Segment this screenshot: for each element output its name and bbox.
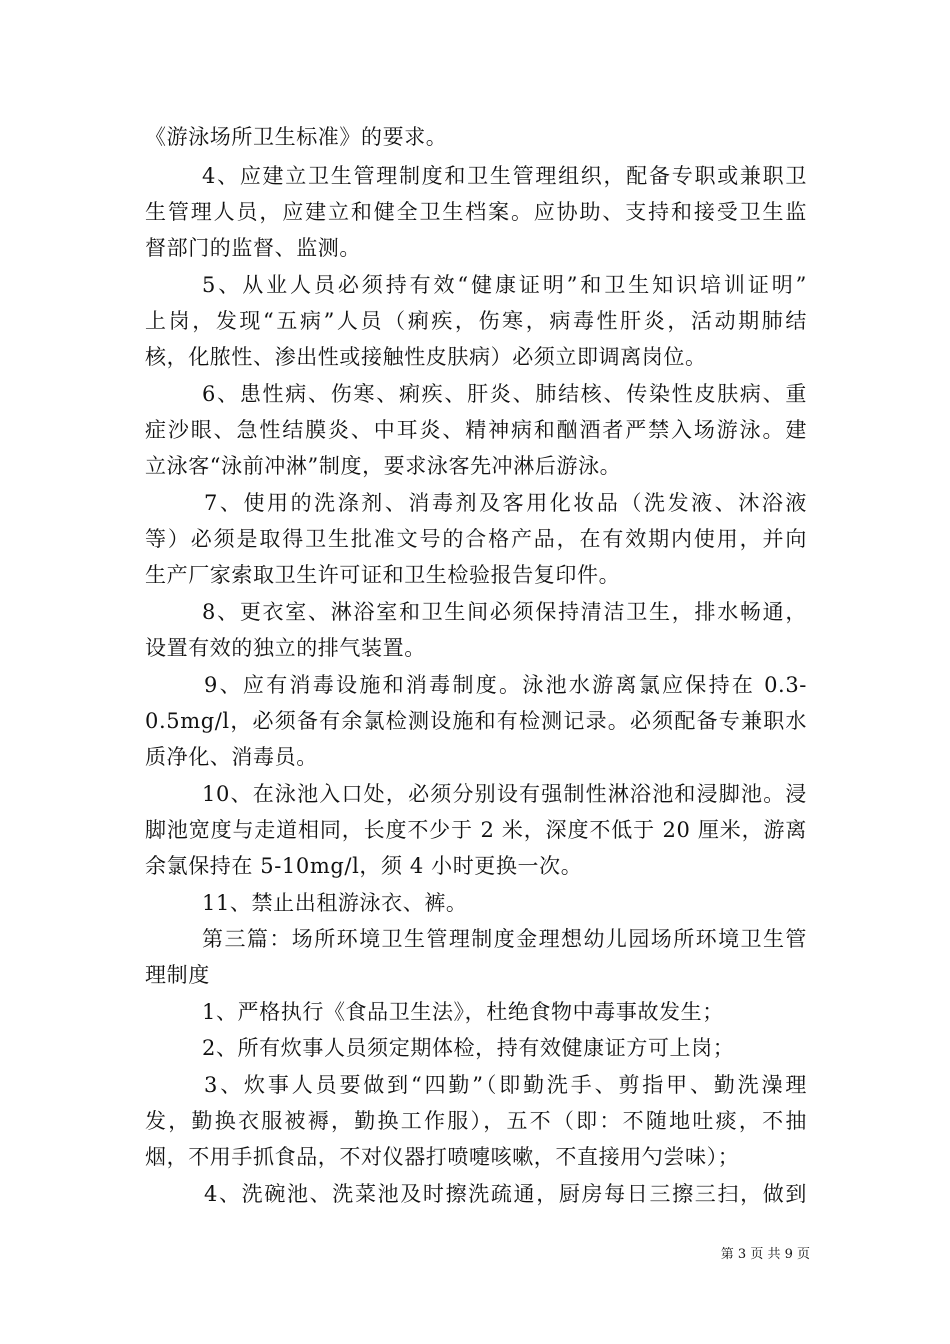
- rule-4-line: 4、洗碗池、洗菜池及时擦洗疏通，厨房每日三擦三扫，做到: [204, 1182, 807, 1206]
- text-line: 质净化、消毒员。: [145, 745, 318, 769]
- rule-2-line: 2、所有炊事人员须定期体检，持有效健康证方可上岗；: [202, 1036, 735, 1060]
- text-line: 核，化脓性、渗出性或接触性皮肤病）必须立即调离岗位。: [145, 345, 707, 369]
- paragraph-5-line: 5、从业人员必须持有效“健康证明”和卫生知识培训证明”: [202, 273, 807, 297]
- text-line: 《游泳场所卫生标准》的要求。: [145, 125, 448, 149]
- text-line: 生管理人员，应建立和健全卫生档案。应协助、支持和接受卫生监: [145, 200, 807, 224]
- text-line: 设置有效的独立的排气装置。: [145, 636, 426, 660]
- text-line: 立泳客“泳前冲淋”制度，要求泳客先冲淋后游泳。: [145, 454, 622, 478]
- text-line: 症沙眼、急性结膜炎、中耳炎、精神病和酗酒者严禁入场游泳。建: [145, 418, 807, 442]
- paragraph-7-line: 7、使用的洗涤剂、消毒剂及客用化妆品（洗发液、沐浴液: [204, 491, 807, 515]
- text-line: 烟，不用手抓食品，不对仪器打喷嚏咳嗽，不直接用勺尝味）；: [145, 1145, 740, 1169]
- text-line: 脚池宽度与走道相同，长度不少于 2 米，深度不低于 20 厘米，游离: [145, 818, 807, 842]
- paragraph-10-line: 10、在泳池入口处，必须分别设有强制性淋浴池和浸脚池。浸: [202, 782, 807, 806]
- text-line: 上岗，发现“五病”人员（痢疾，伤寒，病毒性肝炎，活动期肺结: [145, 309, 807, 333]
- paragraph-8-line: 8、更衣室、淋浴室和卫生间必须保持清洁卫生，排水畅通，: [202, 600, 807, 624]
- text-line: 理制度: [145, 963, 210, 987]
- paragraph-9-line: 9、应有消毒设施和消毒制度。泳池水游离氯应保持在 0.3-: [204, 673, 807, 697]
- rule-1-line: 1、严格执行《食品卫生法》，杜绝食物中毒事故发生；: [202, 1000, 724, 1024]
- paragraph-11-line: 11、禁止出租游泳衣、裤。: [202, 891, 468, 915]
- rule-3-line: 3、炊事人员要做到“四勤”（即勤洗手、剪指甲、勤洗澡理: [204, 1073, 807, 1097]
- paragraph-4-line: 4、应建立卫生管理制度和卫生管理组织，配备专职或兼职卫: [202, 164, 807, 188]
- text-line: 余氯保持在 5-10mg/l，须 4 小时更换一次。: [145, 854, 583, 878]
- text-line: 等）必须是取得卫生批准文号的合格产品，在有效期内使用，并向: [145, 527, 807, 551]
- text-line: 0.5mg/l，必须备有余氯检测设施和有检测记录。必须配备专兼职水: [145, 709, 807, 733]
- text-line: 生产厂家索取卫生许可证和卫生检验报告复印件。: [145, 563, 621, 587]
- text-line: 督部门的监督、监测。: [145, 236, 361, 260]
- section-heading-line: 第三篇：场所环境卫生管理制度金理想幼儿园场所环境卫生管: [202, 927, 807, 951]
- paragraph-6-line: 6、患性病、伤寒、痢疾、肝炎、肺结核、传染性皮肤病、重: [202, 382, 807, 406]
- page-number-footer: 第 3 页 共 9 页: [720, 1247, 810, 1262]
- text-line: 发，勤换衣服被褥，勤换工作服），五不（即：不随地吐痰，不抽: [145, 1109, 807, 1133]
